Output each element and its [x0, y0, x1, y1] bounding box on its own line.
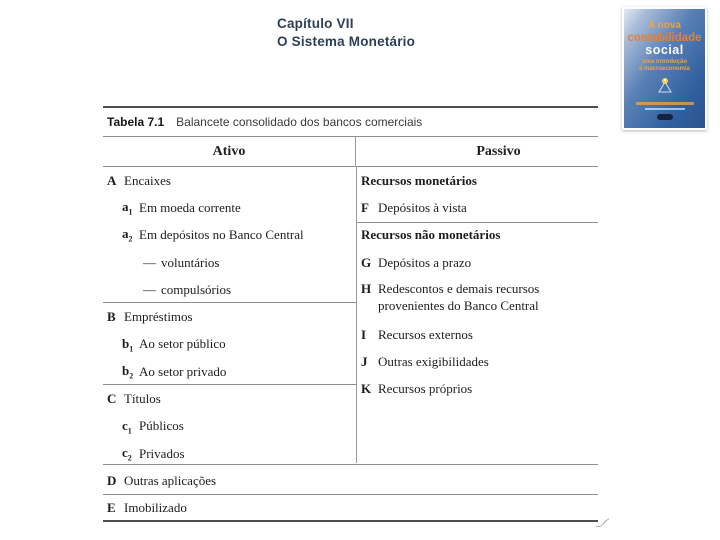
scan-artifact-squiggle: [594, 515, 612, 529]
row-prefix: C: [107, 391, 117, 407]
table-caption-label: Tabela 7.1: [107, 115, 165, 129]
row-label: Em moeda corrente: [139, 199, 241, 215]
row-label: Encaixes: [124, 172, 171, 188]
book-title-line2: contabilidade: [627, 32, 702, 44]
table-row: [103, 413, 356, 440]
row-prefix: $a_2$: [122, 226, 133, 245]
book-cover: [622, 7, 707, 130]
row-label: compulsórios: [161, 281, 232, 297]
table-row: [357, 348, 598, 375]
row-prefix: —: [143, 281, 156, 297]
row-prefix: F: [361, 199, 369, 215]
column-passivo: [357, 167, 598, 403]
table-row: [357, 167, 598, 194]
table-row: [357, 222, 598, 249]
row-prefix: $b_2$: [122, 362, 134, 381]
row-prefix: I: [361, 326, 367, 342]
row-prefix: $a_1$: [122, 199, 133, 217]
row-label: Ao setor privado: [139, 363, 227, 379]
table-row: [103, 303, 356, 330]
table-row: [103, 385, 356, 412]
row-prefix: H: [361, 281, 372, 297]
table-row: [357, 321, 598, 348]
book-subtitle: uma introdução à macroeconomia: [638, 59, 691, 72]
row-label: Ao setor público: [139, 336, 226, 352]
row-label: Recursos não monetários: [361, 227, 501, 243]
row-label: Recursos externos: [378, 326, 473, 342]
book-title-line3: social: [645, 43, 684, 57]
slide-title-line1: Capítulo VII: [277, 16, 354, 31]
row-label: Redescontos e demais recursos provenientes do Banco Central: [378, 281, 540, 314]
cover-edition-textline: [645, 108, 685, 110]
column-ativo: [103, 167, 356, 522]
table-row: [103, 440, 356, 467]
publisher-logo: [657, 114, 673, 120]
table-row: [103, 194, 356, 221]
row-label: Títulos: [124, 391, 161, 407]
table-row: [357, 276, 598, 321]
row-prefix: E: [107, 500, 116, 516]
row-label: Empréstimos: [124, 309, 193, 325]
slide-title-line2: O Sistema Monetário: [277, 34, 416, 49]
book-title-line1: A nova: [648, 20, 681, 31]
row-prefix: A: [107, 172, 117, 188]
row-label: Depósitos à vista: [378, 199, 467, 215]
table-row: [103, 358, 356, 385]
column-header-ativo: Ativo: [103, 137, 356, 166]
row-label: Depósitos a prazo: [378, 254, 472, 270]
row-prefix: $c_2$: [122, 444, 132, 463]
row-label: Em depósitos no Banco Central: [139, 227, 304, 243]
table-row: [357, 194, 598, 221]
row-label: Recursos próprios: [378, 381, 473, 397]
table-header-row: [103, 137, 598, 167]
row-label: Privados: [139, 445, 185, 461]
column-header-passivo: Passivo: [476, 143, 521, 159]
row-prefix: K: [361, 381, 372, 397]
row-label: Imobilizado: [124, 500, 187, 516]
table-row: [103, 495, 356, 522]
table-row: [103, 331, 356, 358]
row-label: Outras exigibilidades: [378, 354, 489, 370]
table-row: [357, 249, 598, 276]
row-prefix: J: [361, 354, 368, 370]
row-label: Recursos monetários: [361, 172, 477, 188]
table-caption-text: Balancete consolidado dos bancos comerciais: [176, 115, 423, 129]
row-prefix: D: [107, 472, 117, 488]
row-label: Outras aplicações: [124, 472, 217, 488]
row-prefix: G: [361, 254, 372, 270]
table-row: [103, 467, 356, 494]
row-prefix: $b_1$: [122, 335, 134, 354]
table-row: [103, 167, 356, 194]
table-row: [103, 276, 356, 303]
table-balancete: [103, 106, 598, 522]
row-prefix: —: [143, 254, 156, 270]
table-body: [103, 167, 598, 522]
table-row: [103, 249, 356, 276]
slide-title: [277, 15, 415, 51]
cover-illustration-icon: [655, 76, 675, 98]
table-row: [103, 222, 356, 249]
book-cover-art: [624, 9, 705, 128]
table-caption: [103, 106, 598, 137]
row-label: voluntários: [161, 254, 220, 270]
row-label: Públicos: [139, 418, 184, 434]
row-prefix: $c_1$: [122, 417, 132, 436]
row-prefix: B: [107, 309, 116, 325]
book-cover-title: [627, 20, 701, 56]
table-row: [357, 376, 598, 403]
cover-authors-textline: [636, 102, 694, 105]
